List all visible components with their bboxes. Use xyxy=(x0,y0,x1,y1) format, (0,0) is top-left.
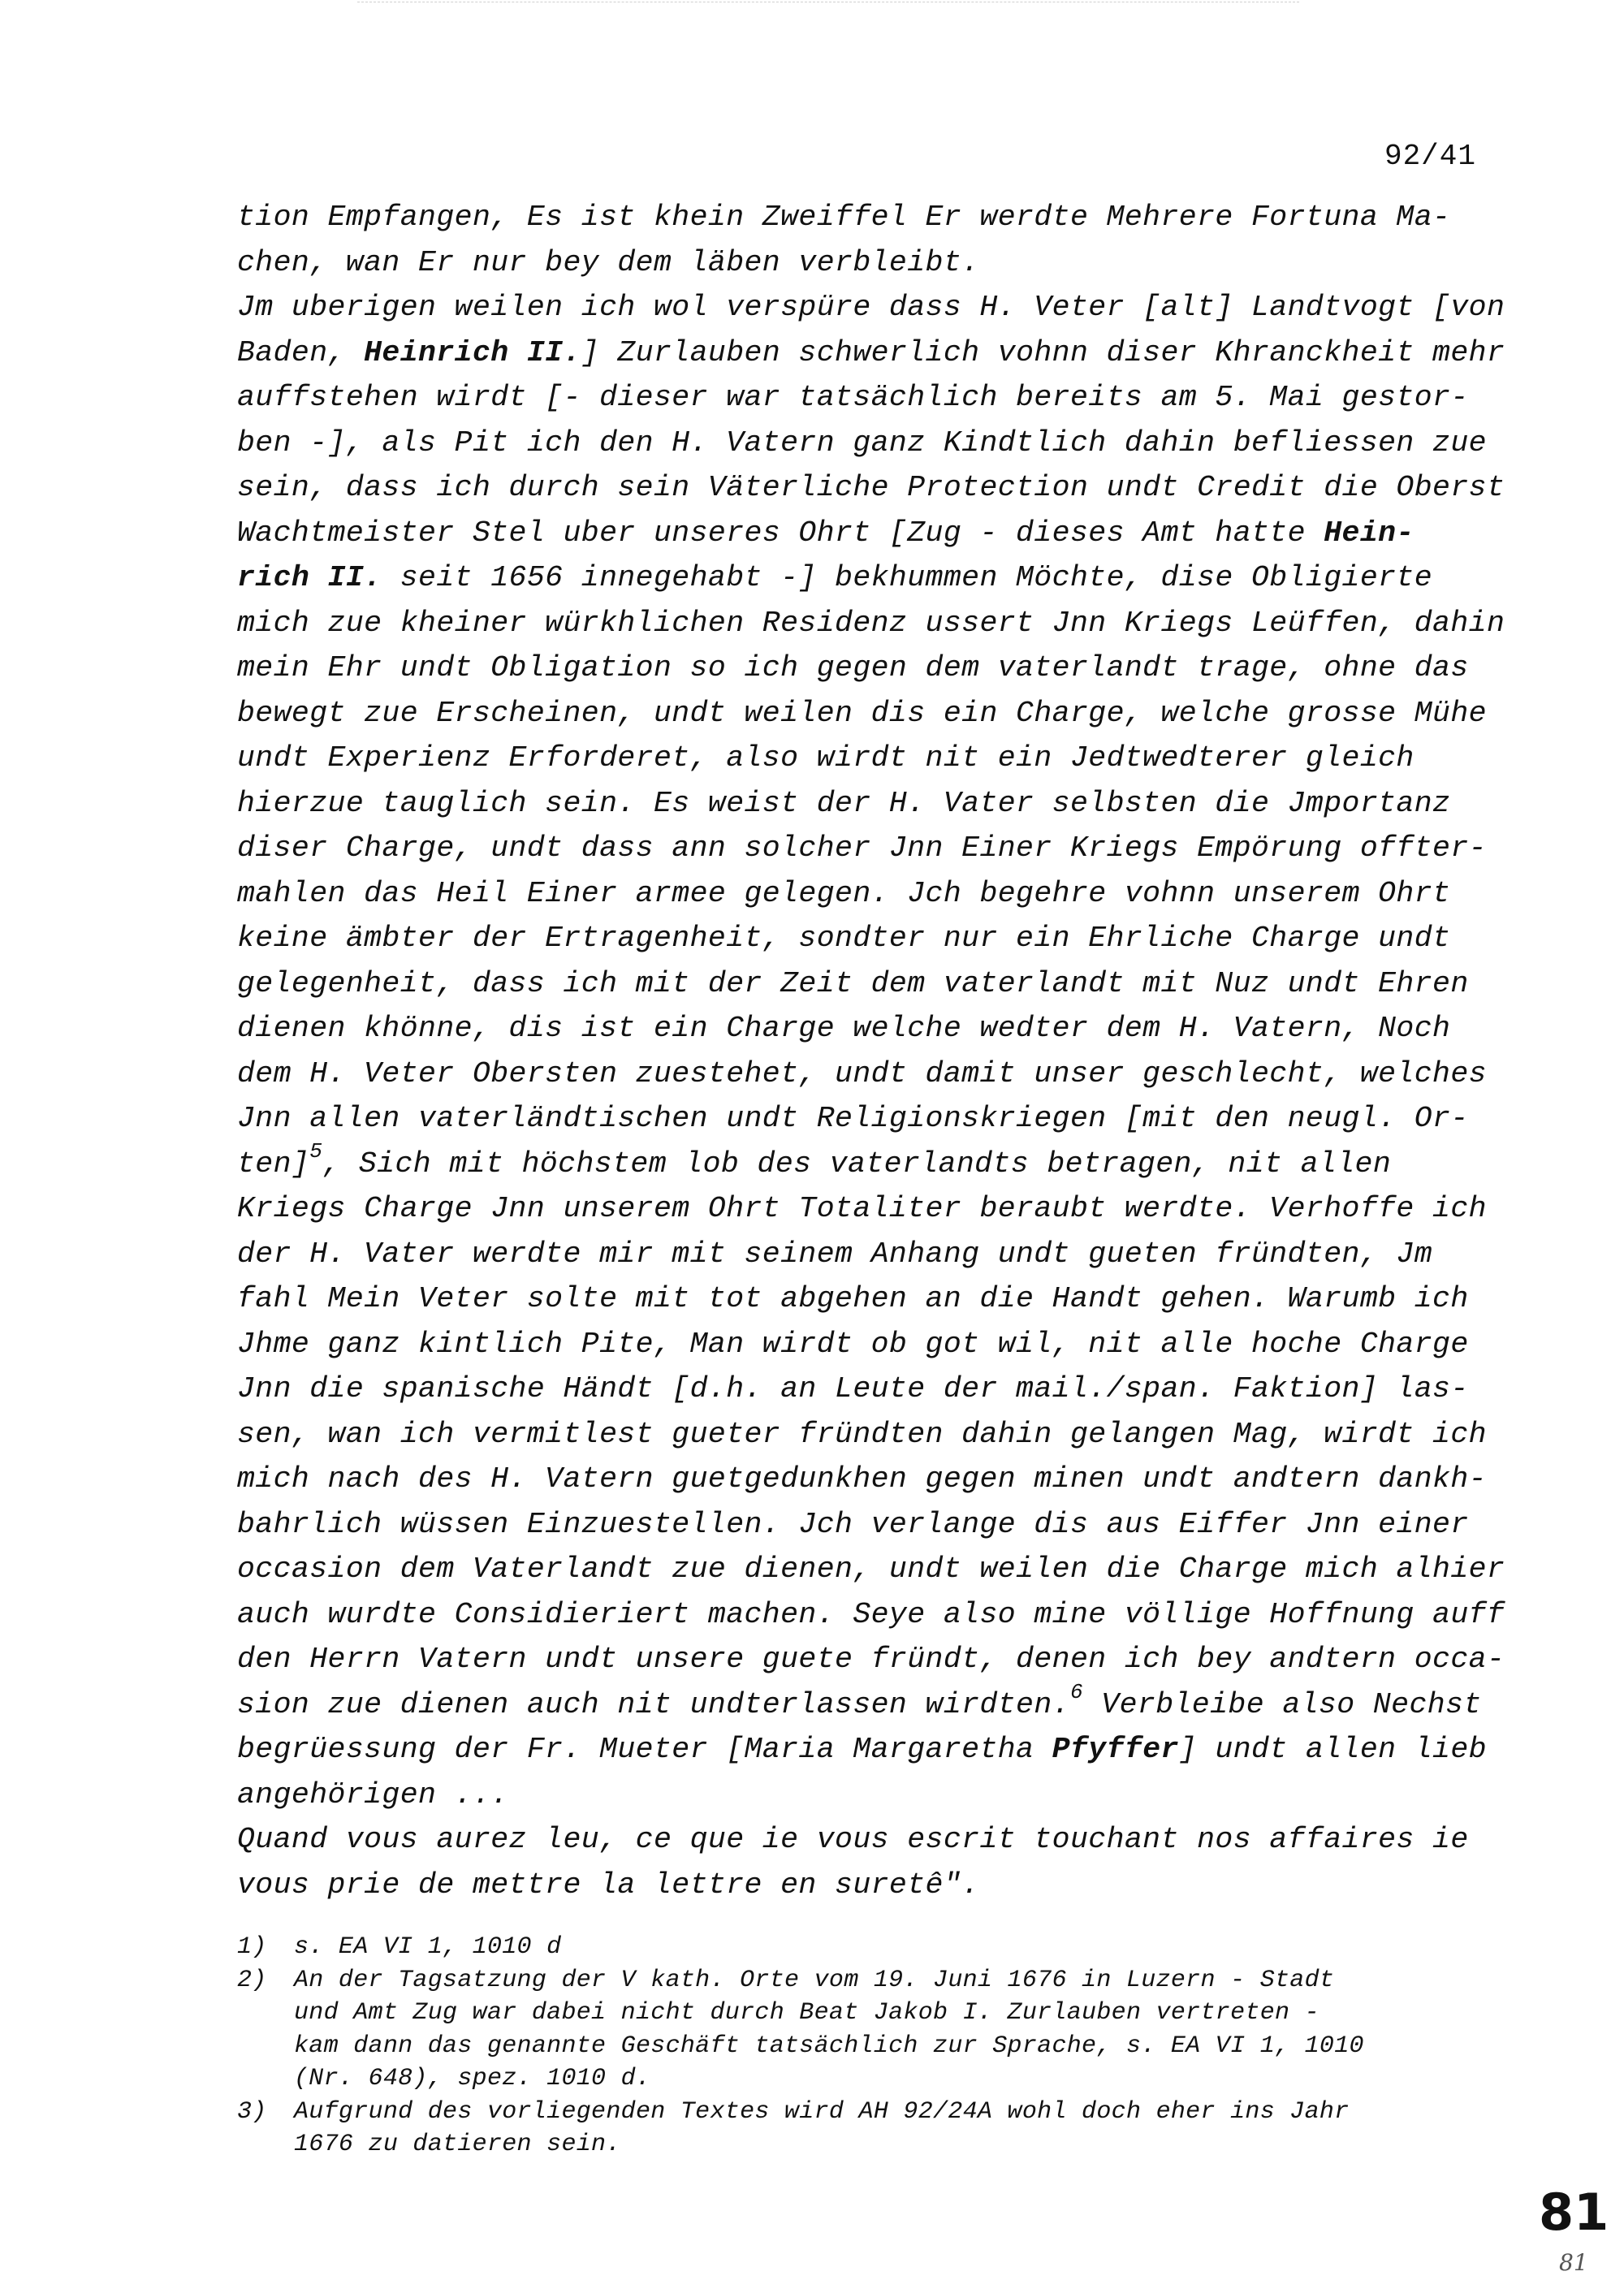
footnote-number: 2) xyxy=(237,1966,267,1994)
body-line: Kriegs Charge Jnn unserem Ohrt Totaliter beraubt werdte. Verhoffe ich xyxy=(237,1192,1487,1225)
footnote xyxy=(237,1964,1504,2096)
footnote-text xyxy=(294,2096,1504,2161)
footnote-text xyxy=(294,1964,1504,2096)
body-line: der H. Vater werdte mir mit seinem Anhang undt gueten fründten, Jm xyxy=(237,1237,1433,1271)
handwritten-page-number: 81 xyxy=(1539,2183,1609,2242)
footnote-number: 1) xyxy=(237,1933,267,1961)
footnote-line: An der Tagsatzung der V kath. Orte vom 19. Juni 1676 in Luzern - Stadt xyxy=(294,1966,1335,1994)
body-line: Jnn allen vaterländtischen undt Religionskriegen [mit den neugl. Or- xyxy=(237,1102,1469,1135)
bold-name: Hein- xyxy=(1324,516,1415,550)
body-line: ben -], als Pit ich den H. Vatern ganz Kindtlich dahin befliessen zue xyxy=(237,425,1487,460)
footnote xyxy=(237,2096,1504,2161)
footnote-line: (Nr. 648), spez. 1010 d. xyxy=(294,2065,651,2092)
footnote-marker: 5 xyxy=(309,1139,323,1164)
body-line: sen, wan ich vermitlest gueter fründten dahin gelangen Mag, wirdt ich xyxy=(237,1417,1487,1451)
body-line: den Herrn Vatern undt unsere guete fründt, denen ich bey andtern occa- xyxy=(237,1643,1505,1676)
body-line: undt Experienz Erforderet, also wirdt nit ein Jedtwedterer gleich xyxy=(237,741,1415,775)
body-line: Baden, Heinrich II.] Zurlauben schwerlich vohnn diser Khranckheit mehr xyxy=(237,335,1505,369)
footnote-line: und Amt Zug war dabei nicht durch Beat Jakob I. Zurlauben vertreten - xyxy=(294,1999,1320,2027)
footnote-number: 3) xyxy=(237,2097,267,2126)
body-line: ten]$^5$, Sich mit höchstem lob des vaterlandts betragen, nit allen xyxy=(237,1139,1392,1181)
body-line: mein Ehr undt Obligation so ich gegen dem vaterlandt trage, ohne das xyxy=(237,651,1469,684)
body-line: dem H. Veter Obersten zuestehet, undt damit unser geschlecht, welches xyxy=(237,1056,1487,1090)
body-line: Jnn die spanische Händt [d.h. an Leute der mail./span. Faktion] las- xyxy=(237,1372,1469,1406)
bold-name: Heinrich II. xyxy=(364,335,581,369)
body-line: occasion dem Vaterlandt zue dienen, undt weilen die Charge mich alhier xyxy=(237,1552,1505,1586)
body-line: mich zue kheiner würkhlichen Residenz ussert Jnn Kriegs Leüffen, dahin xyxy=(237,606,1505,640)
body-line: diser Charge, undt dass ann solcher Jnn Einer Kriegs Empörung offter- xyxy=(237,831,1487,865)
handwritten-page-number-small: 81 xyxy=(1559,2249,1588,2276)
footnote-text xyxy=(294,1931,1504,1964)
body-line: sein, dass ich durch sein Väterliche Protection undt Credit die Oberst xyxy=(237,471,1505,504)
body-line: Jm uberigen weilen ich wol verspüre dass H. Veter [alt] Landtvogt [von xyxy=(237,291,1505,324)
body-line: bahrlich wüssen Einzuestellen. Jch verlange dis aus Eiffer Jnn einer xyxy=(237,1507,1469,1541)
footnote xyxy=(237,1931,1504,1964)
body-line: begrüessung der Fr. Mueter [Maria Margaretha Pfyffer] undt allen lieb xyxy=(237,1733,1487,1766)
body-line: bewegt zue Erscheinen, undt weilen dis ein Charge, welche grosse Mühe xyxy=(237,696,1487,730)
body-line: hierzue tauglich sein. Es weist der H. Vater selbsten die Jmportanz xyxy=(237,786,1451,820)
body-line: mahlen das Heil Einer armee gelegen. Jch begehre vohnn unserem Ohrt xyxy=(237,876,1451,910)
body-line: auffstehen wirdt [- dieser war tatsächlich bereits am 5. Mai gestor- xyxy=(237,381,1469,414)
body-line: Jhme ganz kintlich Pite, Man wirdt ob got wil, nit alle hoche Charge xyxy=(237,1327,1469,1361)
body-line: gelegenheit, dass ich mit der Zeit dem vaterlandt mit Nuz undt Ehren xyxy=(237,966,1469,1000)
footnotes xyxy=(237,1931,1504,2161)
body-line: dienen khönne, dis ist ein Charge welche wedter dem H. Vatern, Noch xyxy=(237,1012,1451,1045)
letter-body xyxy=(237,195,1505,1907)
body-line: mich nach des H. Vatern guetgedunkhen gegen minen undt andtern dankh- xyxy=(237,1462,1487,1496)
body-line: Wachtmeister Stel uber unseres Ohrt [Zug - dieses Amt hatte Hein- xyxy=(237,516,1415,550)
body-line: angehörigen ... xyxy=(237,1777,509,1812)
body-line: auch wurdte Considieriert machen. Seye also mine völlige Hoffnung auff xyxy=(237,1597,1505,1631)
body-line: rich II. seit 1656 innegehabt -] bekhummen Möchte, dise Obligierte xyxy=(237,561,1433,594)
body-line: fahl Mein Veter solte mit tot abgehen an die Handt gehen. Warumb ich xyxy=(237,1282,1469,1315)
body-line: Quand vous aurez leu, ce que ie vous escrit touchant nos affaires ie xyxy=(237,1823,1469,1856)
body-line: keine ämbter der Ertragenheit, sondter nur ein Ehrliche Charge undt xyxy=(237,922,1451,955)
footnote-line: s. EA VI 1, 1010 d xyxy=(294,1933,562,1961)
bold-name: rich II. xyxy=(237,561,382,594)
body-line: sion zue dienen auch nit undterlassen wirdten.$^6$ Verbleibe also Nechst xyxy=(237,1680,1482,1721)
bold-name: Pfyffer xyxy=(1052,1733,1179,1766)
footnote-marker: 6 xyxy=(1069,1680,1083,1705)
footnote-line: 1676 zu datieren sein. xyxy=(294,2131,621,2158)
body-line: tion Empfangen, Es ist khein Zweiffel Er werdte Mehrere Fortuna Ma- xyxy=(237,201,1451,234)
page-reference: 92/41 xyxy=(1384,140,1476,173)
footnote-line: kam dann das genannte Geschäft tatsächlich zur Sprache, s. EA VI 1, 1010 xyxy=(294,2032,1364,2060)
footnote-line: Aufgrund des vorliegenden Textes wird AH 92/24A wohl doch eher ins Jahr xyxy=(294,2097,1350,2126)
body-line: chen, wan Er nur bey dem läben verbleibt. xyxy=(237,245,980,279)
body-line: vous prie de mettre la lettre en suretê". xyxy=(237,1868,980,1902)
